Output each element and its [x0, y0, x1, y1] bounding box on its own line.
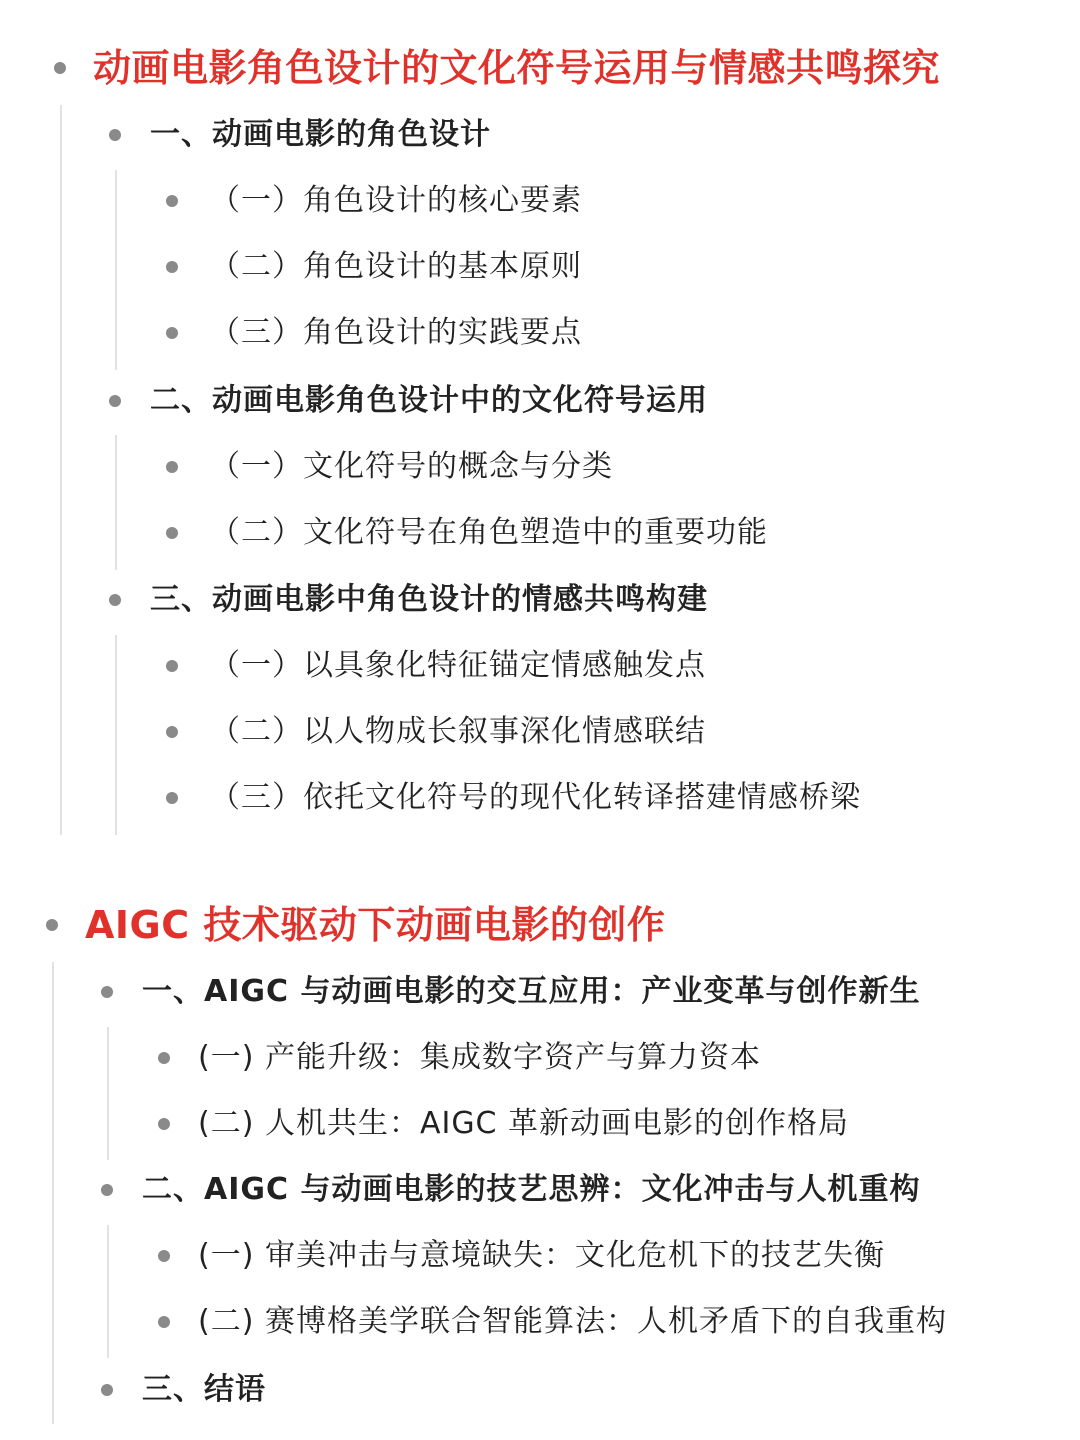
bullet-icon: [166, 527, 178, 539]
bullet-icon: [109, 129, 121, 141]
bullet-icon: [101, 986, 113, 998]
bullet-icon: [158, 1118, 170, 1130]
subsection-title: (一) 产能升级：集成数字资产与算力资本: [198, 1040, 761, 1075]
subsection-title: （二）角色设计的基本原则: [210, 249, 582, 284]
outline-item-level2[interactable]: [0, 570, 1080, 630]
bullet-icon: [109, 594, 121, 606]
outline-item-level3[interactable]: [0, 503, 1080, 563]
chapter-title: 一、AIGC 与动画电影的交互应用：产业变革与创作新生: [142, 974, 921, 1009]
subsection-title: (一) 审美冲击与意境缺失：文化危机下的技艺失衡: [198, 1238, 885, 1273]
bullet-icon: [166, 261, 178, 273]
outline-item-level3[interactable]: [0, 1028, 1080, 1088]
chapter-title: 三、结语: [142, 1372, 266, 1407]
subsection-title: （一）文化符号的概念与分类: [210, 449, 613, 484]
chapter-title: 二、AIGC 与动画电影的技艺思辨：文化冲击与人机重构: [142, 1172, 921, 1207]
bullet-icon: [158, 1052, 170, 1064]
outline-item-level3[interactable]: [0, 1226, 1080, 1286]
bullet-icon: [166, 792, 178, 804]
outline-item-level3[interactable]: [0, 437, 1080, 497]
outline-item-level3[interactable]: [0, 303, 1080, 363]
chapter-title: 二、动画电影角色设计中的文化符号运用: [150, 383, 708, 418]
outline-item-level3[interactable]: [0, 171, 1080, 231]
bullet-icon: [101, 1184, 113, 1196]
chapter-title: 一、动画电影的角色设计: [150, 117, 491, 152]
subsection-title: （二）文化符号在角色塑造中的重要功能: [210, 515, 768, 550]
chapter-title: 三、动画电影中角色设计的情感共鸣构建: [150, 582, 708, 617]
bullet-icon: [166, 726, 178, 738]
section-title: AIGC 技术驱动下动画电影的创作: [85, 903, 666, 947]
bullet-icon: [158, 1250, 170, 1262]
subsection-title: （三）依托文化符号的现代化转译搭建情感桥梁: [210, 780, 861, 815]
subsection-title: (二) 人机共生：AIGC 革新动画电影的创作格局: [198, 1106, 850, 1141]
outline-item-level1[interactable]: [0, 895, 1080, 955]
bullet-icon: [109, 395, 121, 407]
bullet-icon: [46, 919, 58, 931]
bullet-icon: [166, 195, 178, 207]
outline-item-level2[interactable]: [0, 1360, 1080, 1420]
outline-item-level2[interactable]: [0, 371, 1080, 431]
outline-item-level3[interactable]: [0, 1094, 1080, 1154]
bullet-icon: [54, 62, 66, 74]
section-title: 动画电影角色设计的文化符号运用与情感共鸣探究: [93, 46, 941, 90]
subsection-title: （二）以人物成长叙事深化情感联结: [210, 714, 706, 749]
outline-item-level3[interactable]: [0, 768, 1080, 828]
outline-item-level2[interactable]: [0, 962, 1080, 1022]
outline-item-level3[interactable]: [0, 237, 1080, 297]
outline-item-level2[interactable]: [0, 105, 1080, 165]
subsection-title: （一）角色设计的核心要素: [210, 183, 582, 218]
outline-item-level3[interactable]: [0, 636, 1080, 696]
subsection-title: （一）以具象化特征锚定情感触发点: [210, 648, 706, 683]
outline-item-level3[interactable]: [0, 702, 1080, 762]
bullet-icon: [158, 1316, 170, 1328]
bullet-icon: [166, 327, 178, 339]
bullet-icon: [101, 1384, 113, 1396]
bullet-icon: [166, 660, 178, 672]
outline-item-level1[interactable]: [0, 38, 1080, 98]
subsection-title: (二) 赛博格美学联合智能算法：人机矛盾下的自我重构: [198, 1304, 947, 1339]
subsection-title: （三）角色设计的实践要点: [210, 315, 582, 350]
bullet-icon: [166, 461, 178, 473]
outline-item-level3[interactable]: [0, 1292, 1080, 1352]
outline-item-level2[interactable]: [0, 1160, 1080, 1220]
